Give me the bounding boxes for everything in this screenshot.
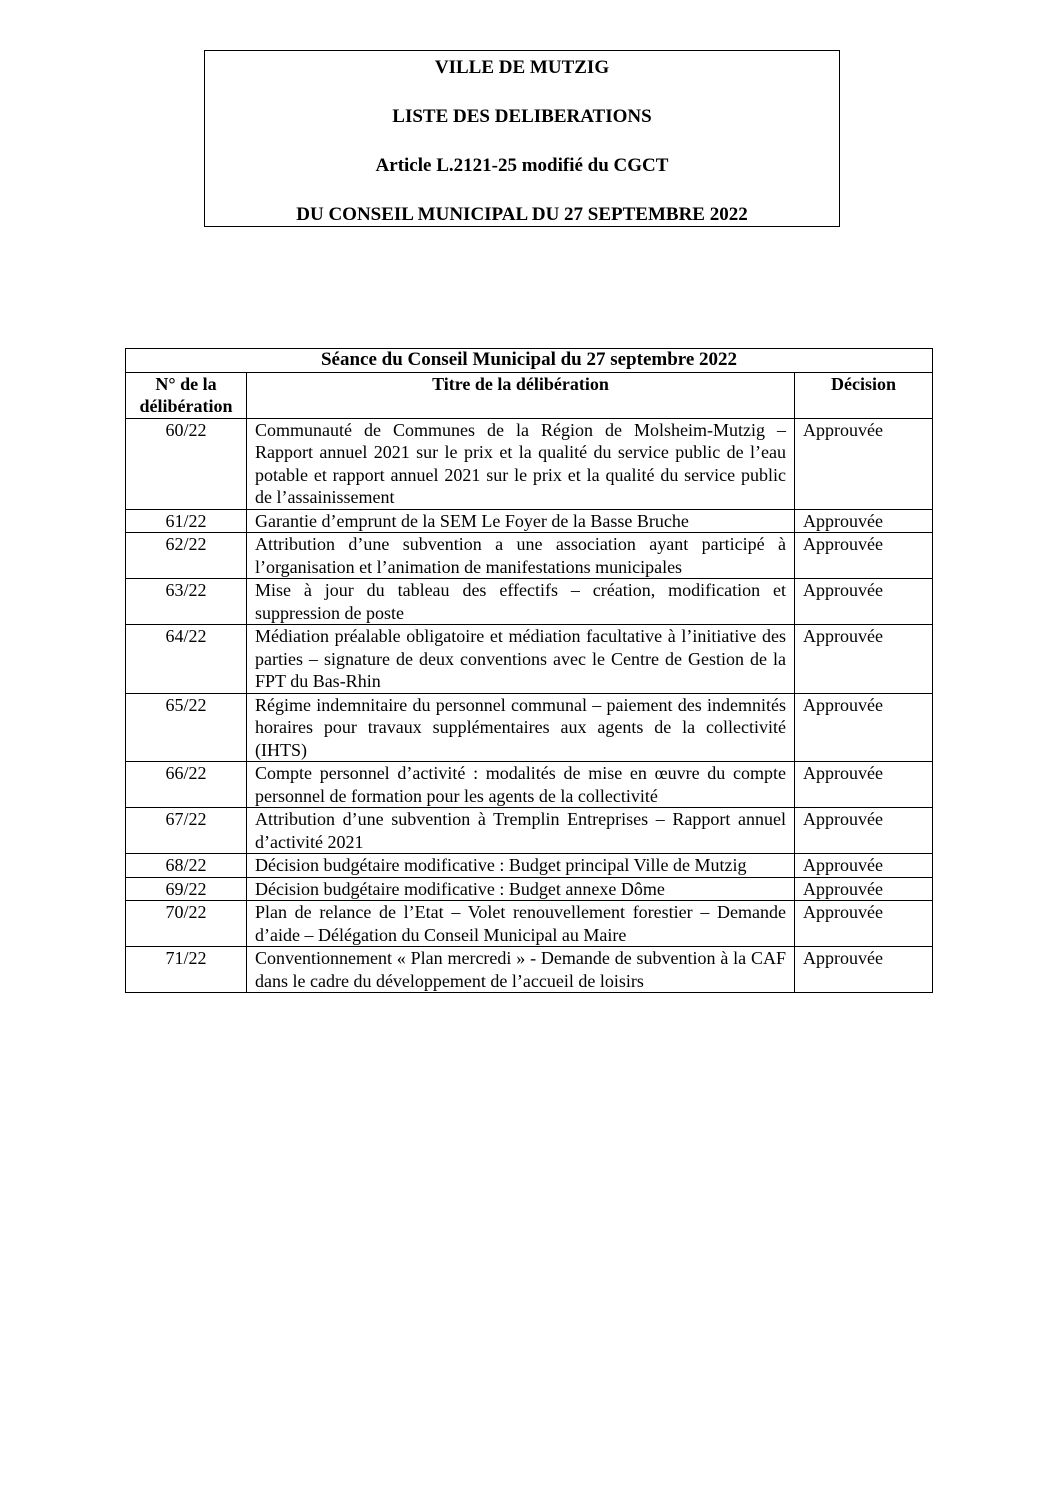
deliberation-decision: Approuvée	[795, 579, 933, 625]
deliberation-title: Conventionnement « Plan mercredi » - Demande de subvention à la CAF dans le cadre du développement de l’accueil de loisirs	[247, 947, 795, 993]
deliberation-number: 71/22	[126, 947, 247, 993]
table-row	[126, 808, 933, 854]
deliberation-number: 64/22	[126, 625, 247, 694]
table-body	[126, 418, 933, 993]
deliberation-number: 69/22	[126, 877, 247, 901]
deliberation-decision: Approuvée	[795, 509, 933, 533]
table-row	[126, 509, 933, 533]
deliberation-number: 68/22	[126, 854, 247, 878]
deliberations-table	[125, 348, 933, 993]
deliberation-number: 65/22	[126, 693, 247, 762]
column-header-decision: Décision	[795, 372, 933, 418]
deliberation-decision: Approuvée	[795, 947, 933, 993]
deliberation-decision: Approuvée	[795, 762, 933, 808]
deliberation-title: Plan de relance de l’Etat – Volet renouvellement forestier – Demande d’aide – Délégation du Conseil Municipal au Maire	[247, 901, 795, 947]
deliberation-title: Communauté de Communes de la Région de Molsheim-Mutzig – Rapport annuel 2021 sur le prix et la qualité du service public de l’eau potable et rapport annuel 2021 sur le prix et la qualité du service public de l’assainissement	[247, 418, 795, 509]
deliberation-title: Médiation préalable obligatoire et médiation facultative à l’initiative des parties – signature de deux conventions avec le Centre de Gestion de la FPT du Bas-Rhin	[247, 625, 795, 694]
deliberation-title: Attribution d’une subvention a une association ayant participé à l’organisation et l’animation de manifestations municipales	[247, 533, 795, 579]
table-row	[126, 947, 933, 993]
table-row	[126, 418, 933, 509]
table-row	[126, 762, 933, 808]
deliberation-decision: Approuvée	[795, 854, 933, 878]
table-row	[126, 854, 933, 878]
deliberation-decision: Approuvée	[795, 533, 933, 579]
deliberation-decision: Approuvée	[795, 877, 933, 901]
deliberation-number: 63/22	[126, 579, 247, 625]
deliberation-title: Décision budgétaire modificative : Budget principal Ville de Mutzig	[247, 854, 795, 878]
deliberation-title: Attribution d’une subvention à Tremplin Entreprises – Rapport annuel d’activité 2021	[247, 808, 795, 854]
table-row	[126, 877, 933, 901]
deliberation-title: Compte personnel d’activité : modalités de mise en œuvre du compte personnel de formation pour les agents de la collectivité	[247, 762, 795, 808]
town-name: VILLE DE MUTZIG	[434, 57, 610, 78]
document-header-box	[204, 50, 840, 227]
column-header-row	[126, 372, 933, 418]
deliberation-title: Régime indemnitaire du personnel communal – paiement des indemnités horaires pour travaux supplémentaires aux agents de la collectivité (IHTS)	[247, 693, 795, 762]
column-header-number: N° de la délibération	[126, 372, 247, 418]
table-row	[126, 579, 933, 625]
deliberation-number: 61/22	[126, 509, 247, 533]
list-title: LISTE DES DELIBERATIONS	[392, 106, 652, 127]
deliberation-title: Décision budgétaire modificative : Budget annexe Dôme	[247, 877, 795, 901]
deliberation-decision: Approuvée	[795, 808, 933, 854]
deliberation-title: Mise à jour du tableau des effectifs – création, modification et suppression de poste	[247, 579, 795, 625]
deliberation-number: 67/22	[126, 808, 247, 854]
session-row	[126, 349, 933, 373]
table-row	[126, 693, 933, 762]
deliberation-decision: Approuvée	[795, 418, 933, 509]
deliberation-number: 62/22	[126, 533, 247, 579]
deliberation-title: Garantie d’emprunt de la SEM Le Foyer de la Basse Bruche	[247, 509, 795, 533]
session-title: Séance du Conseil Municipal du 27 septembre 2022	[126, 349, 933, 373]
deliberation-decision: Approuvée	[795, 901, 933, 947]
deliberation-decision: Approuvée	[795, 693, 933, 762]
article-reference: Article L.2121-25 modifié du CGCT	[375, 155, 669, 176]
deliberation-number: 60/22	[126, 418, 247, 509]
table-row	[126, 533, 933, 579]
table-row	[126, 625, 933, 694]
deliberation-number: 70/22	[126, 901, 247, 947]
deliberation-number: 66/22	[126, 762, 247, 808]
deliberation-decision: Approuvée	[795, 625, 933, 694]
column-header-title: Titre de la délibération	[247, 372, 795, 418]
table-row	[126, 901, 933, 947]
council-date: DU CONSEIL MUNICIPAL DU 27 SEPTEMBRE 2022	[296, 204, 748, 225]
